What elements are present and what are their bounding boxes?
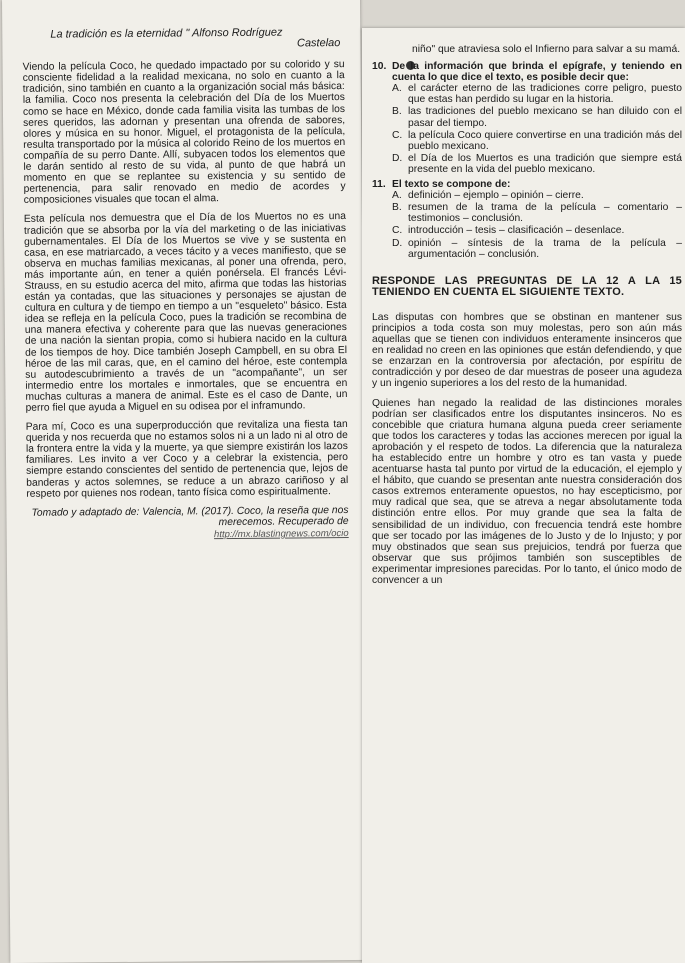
article-paragraph-1: Viendo la película Coco, he quedado impactado por su colorido y su consciente fidelidad a la realidad mexicana, no solo en cuanto a la tradición, sino también en cuanto a la organización social más básica: la familia. Coco nos presenta la celebración del Día de los Muertos como se hace en México, donde cada familia visita las tumbas de los seres queridos, las adornan y presentan una ofrenda de sabores, olores y música en su honor. Miguel, el protagonista de la película, resulta transportado por la música al colorido Reino de los muertos en compañía de su perro Dante. Allí, subyacen todos los elementos que le darán sentido al resto de su vida, al punto de que habrá un momento en que se replantee su existencia y su sentido de pertenencia, para salir renovado en medio de acordes y composiciones visuales que tocan el alma. (22, 59, 346, 207)
option-text: el carácter eterno de las tradiciones corre peligro, puesto que estas han perdido su lugar en la historia. (408, 83, 682, 106)
answer-option[interactable] (392, 202, 682, 224)
option-text: definición – ejemplo – opinión – cierre. (408, 190, 584, 202)
answer-option[interactable] (392, 83, 682, 105)
option-letter: A. (392, 190, 402, 202)
article-author: Castelao (296, 37, 341, 50)
option-text: opinión – síntesis de la trama de la película – argumentación – conclusión. (408, 237, 682, 260)
article-title: La tradición es la eternidad " Alfonso Rodríguez (50, 26, 283, 41)
option-letter: D. (392, 152, 403, 164)
answer-option[interactable] (392, 153, 682, 175)
option-text: resumen de la trama de la película – comentario – testimonios – conclusión. (408, 202, 682, 225)
left-page (2, 0, 368, 963)
article-url-link[interactable]: http://mx.blastingnews.com/ocio (213, 527, 349, 541)
article-reference: Tomado y adaptado de: Valencia, M. (2017). Coco, la reseña que nos merecemos. Recuperado de (31, 504, 349, 528)
question-11 (372, 179, 682, 260)
passage-paragraph-1: Las disputas con hombres que se obstinan en mantener sus principios a toda costa son muy molestas, pero son aún más aquellas que se tienen con individuos enteramente insinceros que en realidad no creen en las opiniones que están defendiendo, y que se enzarzan en la controversia por afectación, por espíritu de contradicción y por deseo de dar muestras de poseer una agudeza y un ingenio superiores a los del resto de la humanidad. (372, 311, 682, 390)
option-text: introducción – tesis – clasificación – desenlace. (408, 225, 625, 237)
section-instruction: RESPONDE LAS PREGUNTAS DE LA 12 A LA 15 TENIENDO EN CUENTA EL SIGUIENTE TEXTO. (372, 274, 682, 298)
article-paragraph-2: Esta película nos demuestra que el Día de los Muertos no es una tradición que se absorba por la vía del marketing o de las iniciativas gubernamentales. El Día de los Muertos se vive y se sustenta en casa, en ese matriarcado, a veces tácito y a veces manifiesto, que se observa en muchas familias mexicanas, al poner una ofrenda, pero, más importante aún, en tener a quién ponérsela. El francés Lévi-Strauss, en su estudio acerca del mito, afirma que todas las historias están ya contadas, que las situaciones y personajes se ajustan de cultura en cultura y de tiempo en tiempo a un "esqueleto" básico. Esta idea se refleja en la película Coco, pues la tradición se recombina de una manera efectiva y coherente para que las nuevas generaciones de una nación la sientan propia, como si hubiera nacido en la cultura de los tiempos de hoy. Dice también Joseph Campbell, en su obra El héroe de las mil caras, que, en el camino del héroe, este contempla su autodescubrimiento a través de un "acompañante", un ser intermedio entre los mortales e inmortales, que se encuentra en muchas culturas a manera de animal. Este es el caso de Dante, un perro fiel que ayuda a Miguel en su odisea por el inframundo. (23, 211, 348, 414)
question-number: 10. (372, 61, 387, 73)
question-stem (372, 61, 682, 83)
question-10 (372, 61, 682, 175)
option-letter: D. (392, 237, 403, 249)
option-letter: C. (392, 129, 403, 141)
answer-option[interactable] (392, 130, 682, 152)
article-column (22, 27, 348, 542)
option-letter: A. (392, 83, 402, 95)
question-text: El texto se compone de: (392, 179, 511, 191)
answer-option[interactable] (392, 238, 682, 260)
option-text: el Día de los Muertos es una tradición que siempre está presente en la vida del pueblo mexicano. (408, 152, 682, 175)
option-text: las tradiciones del pueblo mexicano se han diluido con el pasar del tiempo. (408, 106, 682, 129)
passage-paragraph-2: Quienes han negado la realidad de las distinciones morales podrían ser clasificados entre los disputantes insinceros. No es concebible que criatura humana alguna pueda creer seriamente que todos los caracteres y todas las acciones merecen por igual la aprobación y el respeto de todos. La diferencia que la naturaleza ha establecido entre un hombre y otro es tan vasta y puede acentuarse hasta tal punto por virtud de la educación, el ejemplo y el hábito, que cuando se presentan ante nuestra consideración dos casos extremos enteramente opuestos, no hay escepticismo, por muy radical que sea, que se atreva a negar absolutamente toda distinción entre ellos. Por muy grande que sea la falta de sensibilidad de un individuo, con frecuencia tendrá este hombre que ser tocado por las imágenes de lo Justo y de lo Injusto; y por muy obstinados que sean sus prejuicios, tendrá por fuerza que observar que sus prójimos también son susceptibles de experimentar impresiones parecidas. Por lo tanto, el único modo de convencer a un (372, 397, 682, 587)
option-letter: B. (392, 106, 402, 118)
question-stem (372, 179, 682, 190)
question-number: 11. (372, 179, 386, 191)
answer-option[interactable] (392, 190, 682, 201)
right-page (362, 28, 685, 963)
previous-option-fragment: niño" que atraviesa solo el Infierno para salvar a su mamá. (412, 44, 681, 55)
answer-option[interactable] (392, 225, 682, 236)
option-letter: B. (392, 202, 402, 214)
question-text: De la información que brinda el epígrafe, y teniendo en cuenta lo que dice el texto, es posible decir que: (392, 61, 682, 84)
option-letter: C. (392, 225, 403, 237)
answer-option[interactable] (392, 106, 682, 128)
option-text: la película Coco quiere convertirse en una tradición más del pueblo mexicano. (408, 129, 682, 152)
article-paragraph-3: Para mí, Coco es una superproducción que revitaliza una fiesta tan querida y nos recuerda que no estamos solos ni a un lado ni al otro de la frontera entre la vida y la muerte, ya que siempre existirán los lazos familiares. Les invito a ver Coco y a celebrar la existencia, pero siempre estando conscientes del sentido de pertenencia que, lejos de banderas y actos solemnes, se reduce a un abrazo cariñoso y al respeto por quienes nos rodean, tanto física como espiritualmente. (25, 419, 349, 500)
questions-column (372, 44, 682, 594)
